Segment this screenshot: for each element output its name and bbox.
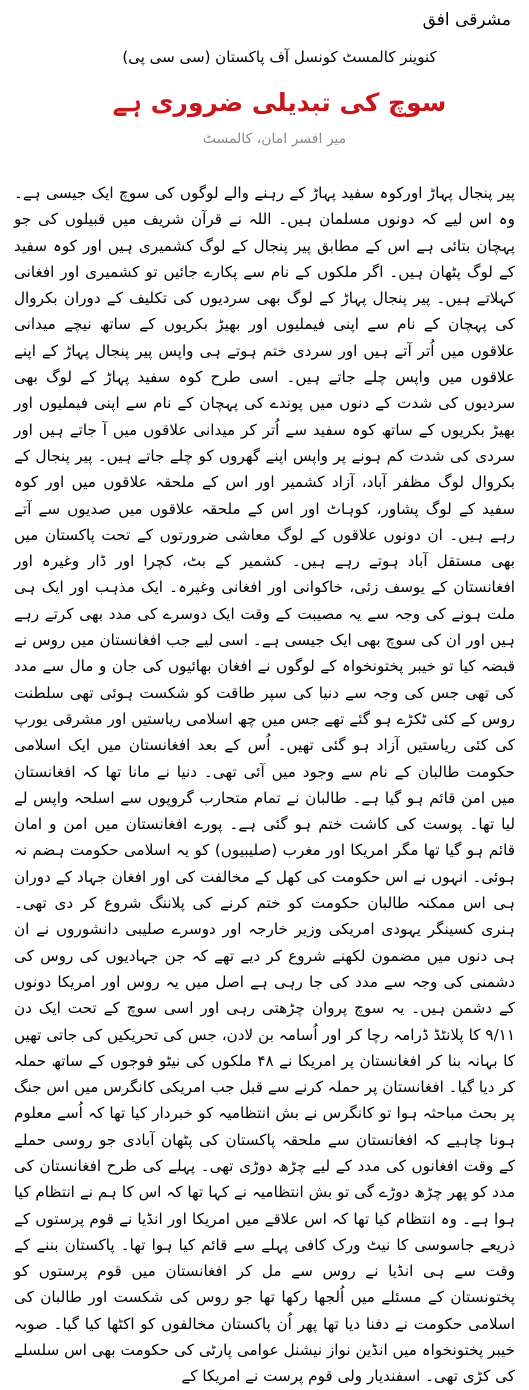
convener-line: کنوینر کالمسٹ کونسل آف پاکستان (سی سی پی)	[122, 48, 437, 66]
article-body	[12, 180, 517, 1390]
author-byline: میر افسر امان، کالمسٹ	[202, 131, 347, 147]
article-paragraph: پیر پنجال پہاڑ اورکوہ سفید پہاڑ کے رہنے والے لوگوں کی سوچ ایک جیسی ہے۔ وہ اس لیے کہ دونوں مسلمان ہیں۔ اللہ نے قرآن شریف میں قبیلوں کی جو پہچان بتائی ہے اس کے مطابق پیر پنجال کے لوگ کشمیری ہیں اور کوہ سفید کے لوگ پٹھان ہیں۔ اگر ملکوں کے نام سے پکارے جائیں تو کشمیری اور افغانی کہلاتے ہیں۔ پیر پنجال پہاڑ کے لوگ بھی سردیوں کی تکلیف کے دوران بکروال کی پہچان کے نام سے اپنی فیملیوں اور بھیڑ بکریوں کے ساتھ نیچے میدانی علاقوں میں اُتر آتے ہیں اور سردی ختم ہوتے ہی واپس پیر پنجال پہاڑ کے اپنے علاقوں میں واپس چلے جاتے ہیں۔ اسی طرح کوہ سفید پہاڑ کے لوگ بھی سردیوں کی شدت کے دنوں میں پوندے کی پہچان کے نام سے اپنی فیملیوں اور بھیڑ بکریوں کے ساتھ کوہ سفید سے اُتر کر میدانی علاقوں میں آ جاتے ہیں اور سردی کی شدت کم ہونے پر واپس اپنے گھروں کو چلے جاتے ہیں۔ پیر پنجال کے بکروال لوگ مظفر آباد، آزاد کشمیر اور اس کے ملحقہ علاقوں میں اور کوہ سفید کے لوگ پشاور، کوہاٹ اور اس کے ملحقہ علاقوں میں صدیوں سے آتے رہے ہیں۔ ان دونوں علاقوں کے لوگ معاشی ضرورتوں کے تحت پاکستان میں بھی مستقل آباد ہوتے رہے ہیں۔ کشمیر کے بٹ، کچرا اور ڈار وغیرہ اور افغانستان کے یوسف زئی، خاکوانی اور افغانی وغیرہ۔ ایک مذہب اور ایک ہی ملت ہونے کی وجہ سے یہ مصیبت کے وقت ایک دوسرے کی مدد بھی کرتے رہے ہیں اور ان کی سوچ بھی ایک جیسی ہے۔ اسی لیے جب افغانستان میں روس نے قبضہ کیا تو خیبر پختونخواہ کے لوگوں نے افغان بھائیوں کی جان و مال سے مدد کی تھی جس کی وجہ سے دنیا کی سپر طاقت کو شکست ہوئی تھی سلطنت روس کے کئی ٹکڑے ہو گئے تھے جس میں چھ اسلامی ریاستیں اور مشرقی یورپ کی کئی ریاستیں آزاد ہو گئی تھیں۔ اُس کے بعد افغانستان میں ایک اسلامی حکومت طالبان کے نام سے وجود میں آئی تھی۔ دنیا نے مانا تھا کہ افغانستان میں امن قائم ہو گیا ہے۔ طالبان نے تمام متحارب گروپوں سے اسلحہ واپس لے لیا تھا۔ پوست کی کاشت ختم ہو گئی ہے۔ پورے افغانستان میں امن و امان قائم ہو گیا تھا مگر امریکا اور مغرب (صلیبیوں) کو یہ اسلامی حکومت ہضم نہ ہوئی۔ انہوں نے اس حکومت کی کھل کے مخالفت کی اور افغان جہاد کے دوران ہی اس ممکنہ طالبان حکومت کو ختم کرنے کی پلاننگ شروع کر دی تھی۔ ہنری کسینگر یہودی امریکی وزیر خارجہ اور دوسرے صلیبی دانشوروں نے ان ہی دنوں میں مضمون لکھنے شروع کر دیے تھے کہ جن جہادیوں کی روس کی دشمنی کی وجہ سے مدد کی جا رہی ہے اصل میں یہ روس اور امریکا دونوں کے دشمن ہیں۔ یہ سوچ پروان چڑھتی رہی اور اسی سوچ کے تحت ایک دن ۹/۱۱ کا پلانٹڈ ڈرامہ رچا کر اور اُسامہ بن لادن، جس کی تحریکیں کی جاتی تھیں کا بہانہ بنا کر افغانستان پر امریکا نے ۴۸ ملکوں کی نیٹو فوجوں کے ساتھ حملہ کر دیا گیا۔ افغانستان پر حملہ کرنے سے قبل جب امریکی کانگرس میں اس جنگ پر بحث مباحثہ ہوا تو کانگرس نے بش انتظامیہ کو خبردار کیا تھا کہ اُسے معلوم ہونا چاہیے کہ افغانستان سے ملحقہ پاکستان کی پٹھان آبادی جو روسی حملے کے وقت افغانوں کی مدد کے لیے چڑھ دوڑی تھی۔ پہلے کی طرح افغانستان کی مدد کو پھر چڑھ دوڑے گی تو بش انتظامیہ نے کہا تھا کہ اس کا ہم نے انتظام کیا ہوا ہے۔ وہ انتظام کیا تھا کہ اس علاقے میں امریکا اور انڈیا نے قوم پرستوں کے ذریعے جاسوسی کا نیٹ ورک کافی پہلے سے قائم کیا ہوا تھا۔ پاکستان بننے کے وقت سے ہی انڈیا نے روس سے مل کر افغانستان میں قوم پرستوں کو پختونستان کے مسئلے میں اُلجھا رکھا تھا جو روس کی شکست اور طالبان کی اسلامی حکومت نے دفنا دیا تھا پھر اُن پاکستان مخالفوں کو اکٹھا کیا گیا۔ صوبہ خیبر پختونخواہ میں انڈین نواز نیشنل عوامی پارٹی کی حکومت بھی اس سلسلے کی کڑی تھی۔ اسفندیار ولی قوم پرست نے امریکا کے	[14, 184, 515, 1386]
column-name: مشرقی افق	[422, 10, 511, 30]
article-headline: سوچ کی تبدیلی ضروری ہے	[112, 88, 447, 117]
